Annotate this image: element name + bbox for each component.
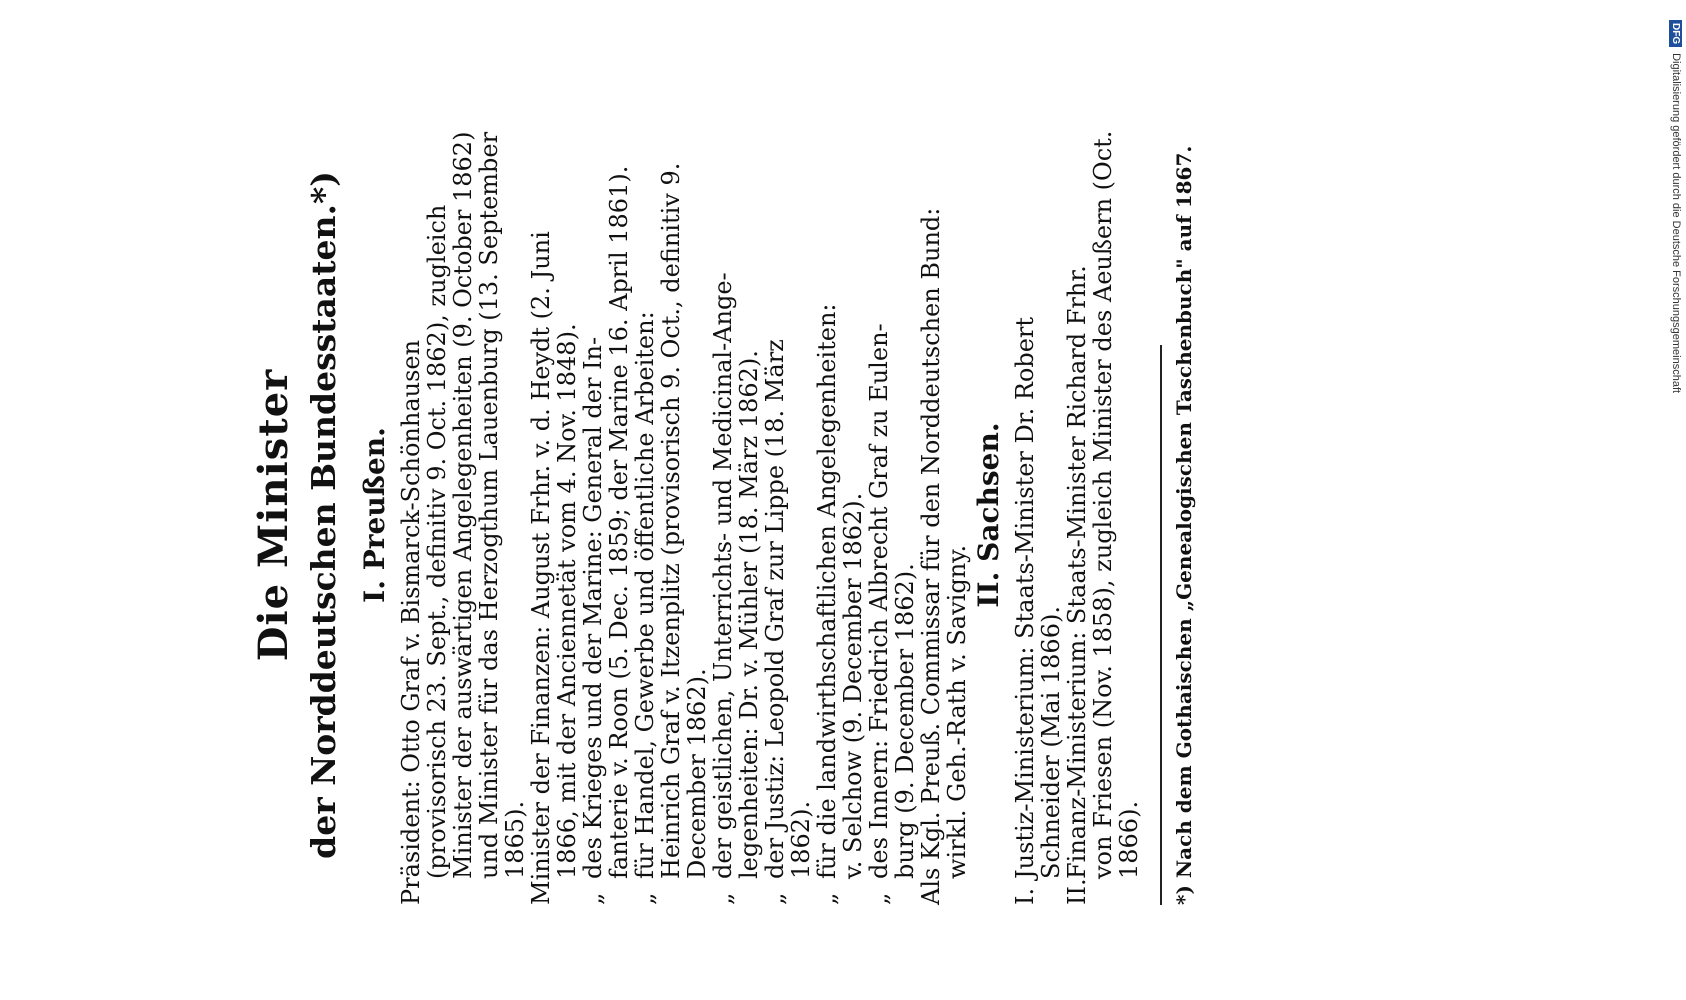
entry-first-line: Als Kgl. Preuß. Commissar für den Norddeutschen Bund: [917, 207, 945, 905]
entry-finanzen [528, 125, 580, 905]
entry-first-line: Justiz-Ministerium: Staats-Minister Dr. Robert [1011, 316, 1039, 879]
entry-continuation: 1862). [787, 800, 815, 879]
entry-number: I. [1011, 887, 1039, 905]
entry-krieg [580, 125, 632, 905]
section-heading-saxony: II. Sachsen. [972, 422, 1005, 608]
ditto-mark: „ [631, 892, 659, 905]
entry-continuation: legenheiten: Dr. v. Mühler (18. März 1862). [735, 350, 763, 879]
footnote-rule [1160, 345, 1162, 905]
page-subtitle: der Norddeutschen Bundesstaaten.*) [304, 171, 343, 859]
page-title: Die Minister [250, 368, 297, 662]
entry-first-line: der geistlichen, Unterrichts- und Medicinal-Ange- [709, 272, 737, 879]
ditto-mark: „ [579, 892, 607, 905]
dfg-logo: DFG [1669, 20, 1682, 47]
entry-landwirthschaft [814, 125, 866, 905]
footnote: *) Nach dem Gothaischen „Genealogischen Taschenbuch" auf 1867. [1172, 145, 1196, 905]
entry-finanz-ministerium [1064, 125, 1142, 905]
entry-first-line: für die landwirthschaftlichen Angelegenheiten: [813, 303, 841, 879]
entry-first-line: für Handel, Gewerbe und öffentliche Arbeiten: [631, 311, 659, 879]
entry-first-line: des Innern: Friedrich Albrecht Graf zu Eulen- [865, 323, 893, 879]
ditto-mark: „ [813, 892, 841, 905]
entry-first-line: Präsident: Otto Graf v. Bismarck-Schönhausen [397, 339, 425, 905]
entry-first-line: des Krieges und der Marine: General der In- [579, 336, 607, 879]
ditto-mark: „ [761, 892, 789, 905]
page-content [250, 125, 1410, 905]
ditto-mark: „ [865, 892, 893, 905]
entry-continuation: wirkl. Geh.-Rath v. Savigny. [943, 544, 971, 879]
entry-first-line: Minister der Finanzen: August Frhr. v. d. Heydt (2. Juni [527, 231, 555, 905]
credit-line [1669, 20, 1682, 393]
entry-innern [866, 125, 918, 905]
entry-continuation: v. Selchow (9. December 1862). [839, 492, 867, 879]
entry-justiz-ministerium [1012, 125, 1064, 905]
ditto-mark: „ [709, 892, 737, 905]
entry-continuation: von Friesen (Nov. 1858), zugleich Minister des Aeußern (Oct. 1866). [1089, 130, 1143, 879]
section-heading-prussia: I. Preußen. [358, 427, 391, 603]
entry-continuation: (provisorisch 23. Sept., definitiv 9. Oct. 1862), zugleich Minister der auswärtigen Angelegenheiten (9. October 1862) und Minister für das Herzogthum Lauenburg (13. September 1865). [423, 131, 529, 879]
entry-justiz [762, 125, 814, 905]
entry-first-line: Finanz-Ministerium: Staats-Minister Richard Frhr. [1063, 265, 1091, 879]
entry-continuation: fanterie v. Roon (5. Dec. 1859; der Marine 16. April 1861). [605, 165, 633, 879]
entry-first-line: der Justiz: Leopold Graf zur Lippe (18. März [761, 339, 789, 879]
entry-continuation: 1866, mit der Anciennetät vom 4. Nov. 1848). [553, 323, 581, 879]
entry-continuation: Schneider (Mai 1866). [1037, 606, 1065, 879]
entry-continuation: burg (9. December 1862). [891, 563, 919, 879]
entry-number: II. [1063, 878, 1091, 905]
entry-handel [632, 125, 710, 905]
entry-commissar [918, 125, 970, 905]
entry-praesident [398, 125, 528, 905]
section-prussia [398, 125, 970, 905]
section-saxony [1012, 125, 1142, 905]
entry-continuation: Heinrich Graf v. Itzenplitz (provisorisch 9. Oct., definitiv 9. December 1862). [657, 162, 711, 879]
entry-geistlich [710, 125, 762, 905]
credit-text: Digitalisierung gefördert durch die Deutsche Forschungsgemeinschaft [1670, 53, 1682, 394]
